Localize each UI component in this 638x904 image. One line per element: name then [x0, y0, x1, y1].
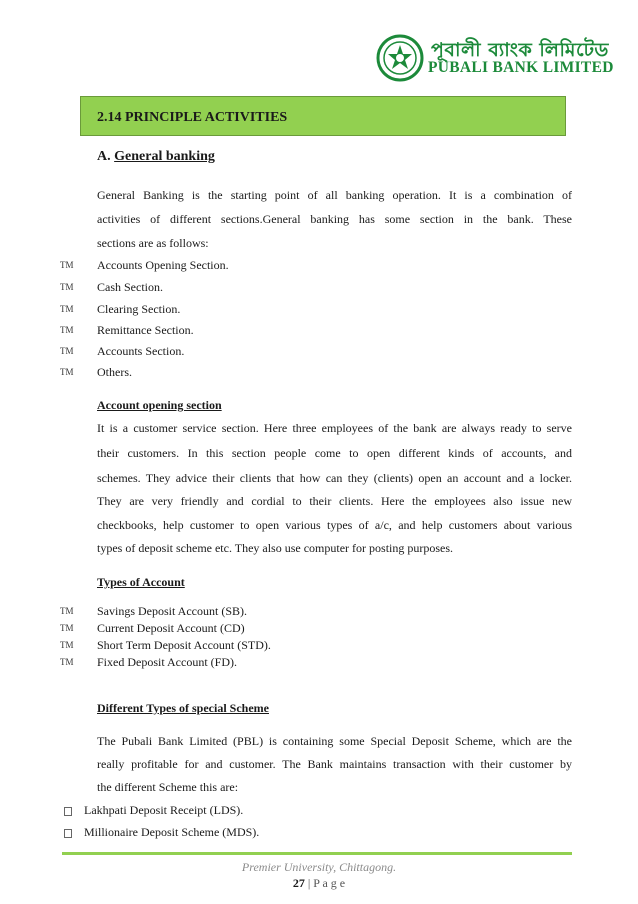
list-item: Remittance Section. — [97, 323, 194, 337]
bank-logo — [376, 34, 614, 82]
section-heading: 2.14 PRINCIPLE ACTIVITIES — [97, 110, 288, 125]
tm-bullet-icon: TM — [60, 623, 74, 633]
list-item: Accounts Opening Section. — [97, 258, 229, 272]
logo-bangla-text: পূবালী ব্যাংক লিমিটেড — [431, 39, 609, 61]
special-scheme-line-3: the different Scheme this are: — [97, 780, 239, 794]
tm-bullet-icon: TM — [60, 606, 74, 616]
account-opening-heading: Account opening section — [97, 398, 222, 412]
tm-bullet-icon: TM — [60, 346, 74, 356]
tm-bullet-icon: TM — [60, 304, 74, 314]
footer-institution: Premier University, Chittagong. — [241, 860, 397, 874]
bank-emblem-icon — [376, 34, 424, 82]
page-label: | P a g e — [307, 876, 346, 890]
list-item: Savings Deposit Account (SB). — [97, 604, 247, 618]
general-banking-heading — [97, 149, 215, 165]
general-banking-line-3: sections are as follows: — [97, 236, 209, 250]
types-of-account-heading: Types of Account — [97, 575, 185, 589]
tm-bullet-icon: TM — [60, 282, 74, 292]
section-heading-box — [80, 96, 566, 136]
page-number — [0, 876, 638, 891]
special-scheme-line-1: The Pubali Bank Limited (PBL) is containing some Special Deposit Scheme, which are the — [97, 734, 572, 748]
page-number-value: 27 — [292, 876, 305, 890]
account-opening-line-3: schemes. They advice their clients that how can they (clients) open an account and a locker. — [97, 471, 572, 485]
list-item: Clearing Section. — [97, 302, 181, 316]
checkbox-bullet-icon — [64, 807, 72, 816]
list-item: Others. — [97, 365, 132, 379]
footer-divider — [62, 852, 572, 855]
account-opening-line-5: checkbooks, help customer to open various types of a/c, and help customers about various — [97, 518, 572, 532]
tm-bullet-icon: TM — [60, 325, 74, 335]
list-item: Cash Section. — [97, 280, 163, 294]
tm-bullet-icon: TM — [60, 640, 74, 650]
general-banking-line-2: activities of different sections.General banking has some section in the bank. These — [97, 212, 572, 226]
account-opening-line-4: They are very friendly and cordial to their clients. Here the employees also issue new — [97, 494, 572, 508]
list-item: Accounts Section. — [97, 344, 185, 358]
list-item: Short Term Deposit Account (STD). — [97, 638, 271, 652]
account-opening-line-2: their customers. In this section people come to open different kinds of accounts, and — [97, 446, 572, 460]
general-banking-line-1: General Banking is the starting point of all banking operation. It is a combination of — [97, 188, 572, 202]
list-item: Fixed Deposit Account (FD). — [97, 655, 237, 669]
general-banking-prefix: A. — [97, 149, 115, 164]
special-scheme-heading: Different Types of special Scheme — [97, 701, 269, 715]
tm-bullet-icon: TM — [60, 657, 74, 667]
list-item: Lakhpati Deposit Receipt (LDS). — [84, 803, 244, 817]
account-opening-line-1: It is a customer service section. Here three employees of the bank are always ready to serve — [97, 421, 572, 435]
list-item: Current Deposit Account (CD) — [97, 621, 245, 635]
tm-bullet-icon: TM — [60, 260, 74, 270]
list-item: Millionaire Deposit Scheme (MDS). — [84, 825, 260, 839]
logo-english-text: PUBALI BANK LIMITED — [428, 59, 614, 76]
tm-bullet-icon: TM — [60, 367, 74, 377]
checkbox-bullet-icon — [64, 829, 72, 838]
account-opening-line-6: types of deposit scheme etc. They also use computer for posting purposes. — [97, 541, 454, 555]
special-scheme-line-2: really profitable for and customer. The Bank maintains transaction with their customer by — [97, 757, 572, 771]
general-banking-title: General banking — [114, 149, 215, 164]
